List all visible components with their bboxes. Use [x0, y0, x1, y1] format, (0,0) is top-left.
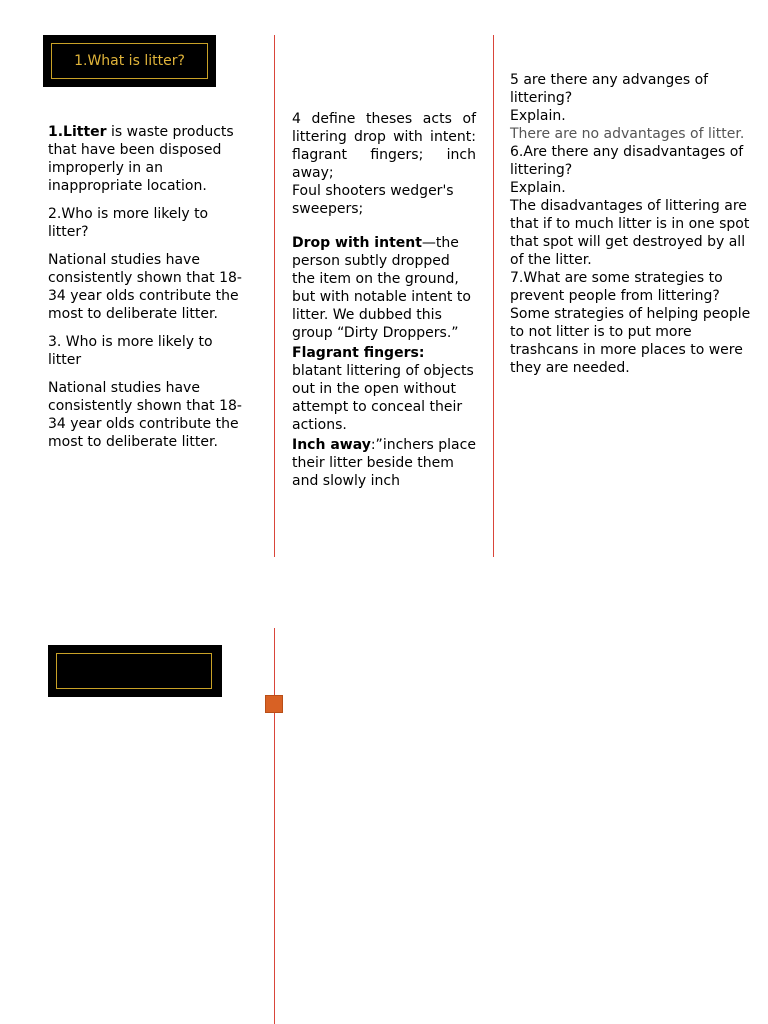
inch-away — [292, 436, 476, 490]
q6-explain: Explain. — [510, 180, 566, 196]
q5-question: 5 are there any advanges of littering? — [510, 72, 709, 106]
q1-definition: is waste products that have been disposed improperly in an inappropriate location. — [48, 124, 234, 194]
flagrant-fingers-text: blatant littering of objects out in the open without attempt to conceal their actions. — [292, 363, 474, 433]
q6-answer: The disadvantages of littering are that if to much litter is in one spot that spot will get destroyed by all of the litter. — [510, 198, 750, 268]
q5-answer: There are no advantages of litter. — [510, 126, 745, 142]
column-1 — [48, 123, 244, 451]
q2-question: 2.Who is more likely to litter? — [48, 206, 209, 240]
flagrant-fingers-term: Flagrant fingers: — [292, 345, 425, 361]
q3-question: 3. Who is more likely to litter — [48, 334, 213, 368]
q1-paragraph — [48, 123, 244, 195]
page2-title-box — [48, 645, 222, 697]
title-box-label: 1.What is litter? — [51, 43, 208, 79]
inch-away-text: :”inchers place their litter beside them and slowly inch — [292, 437, 476, 489]
q7-answer: Some strategies of helping people to not litter is to put more trashcans in more places to were they are needed. — [510, 306, 751, 376]
column-divider-1 — [274, 35, 275, 557]
flagrant-fingers — [292, 344, 476, 434]
q3-answer: National studies have consistently shown that 18-34 year olds contribute the most to deliberate litter. — [48, 380, 242, 450]
drop-with-intent-text: —the person subtly dropped the item on the ground, but with notable intent to litter. We dubbed this group “Dirty Droppers.” — [292, 235, 471, 341]
page2-title-box-label — [56, 653, 212, 689]
column-divider-2 — [493, 35, 494, 557]
selection-handle[interactable] — [265, 695, 283, 713]
q2-answer: National studies have consistently shown that 18-34 year olds contribute the most to deliberate litter. — [48, 252, 242, 322]
inch-away-term: Inch away — [292, 437, 371, 453]
column-2 — [292, 110, 476, 490]
q6-question: 6.Are there any disadvantages of littering? — [510, 144, 744, 178]
title-box — [43, 35, 216, 87]
drop-with-intent — [292, 234, 476, 342]
drop-with-intent-term: Drop with intent — [292, 235, 422, 251]
q4-question: 4 define theses acts of littering drop with intent: flagrant fingers; inch away; — [292, 111, 476, 181]
q4-question-line2: Foul shooters wedger's sweepers; — [292, 183, 454, 217]
q5-explain: Explain. — [510, 108, 566, 124]
q7-question: 7.What are some strategies to prevent people from littering? — [510, 270, 723, 304]
page2-column-divider — [274, 628, 275, 1024]
q1-term: 1.Litter — [48, 124, 107, 140]
column-3 — [510, 71, 754, 377]
